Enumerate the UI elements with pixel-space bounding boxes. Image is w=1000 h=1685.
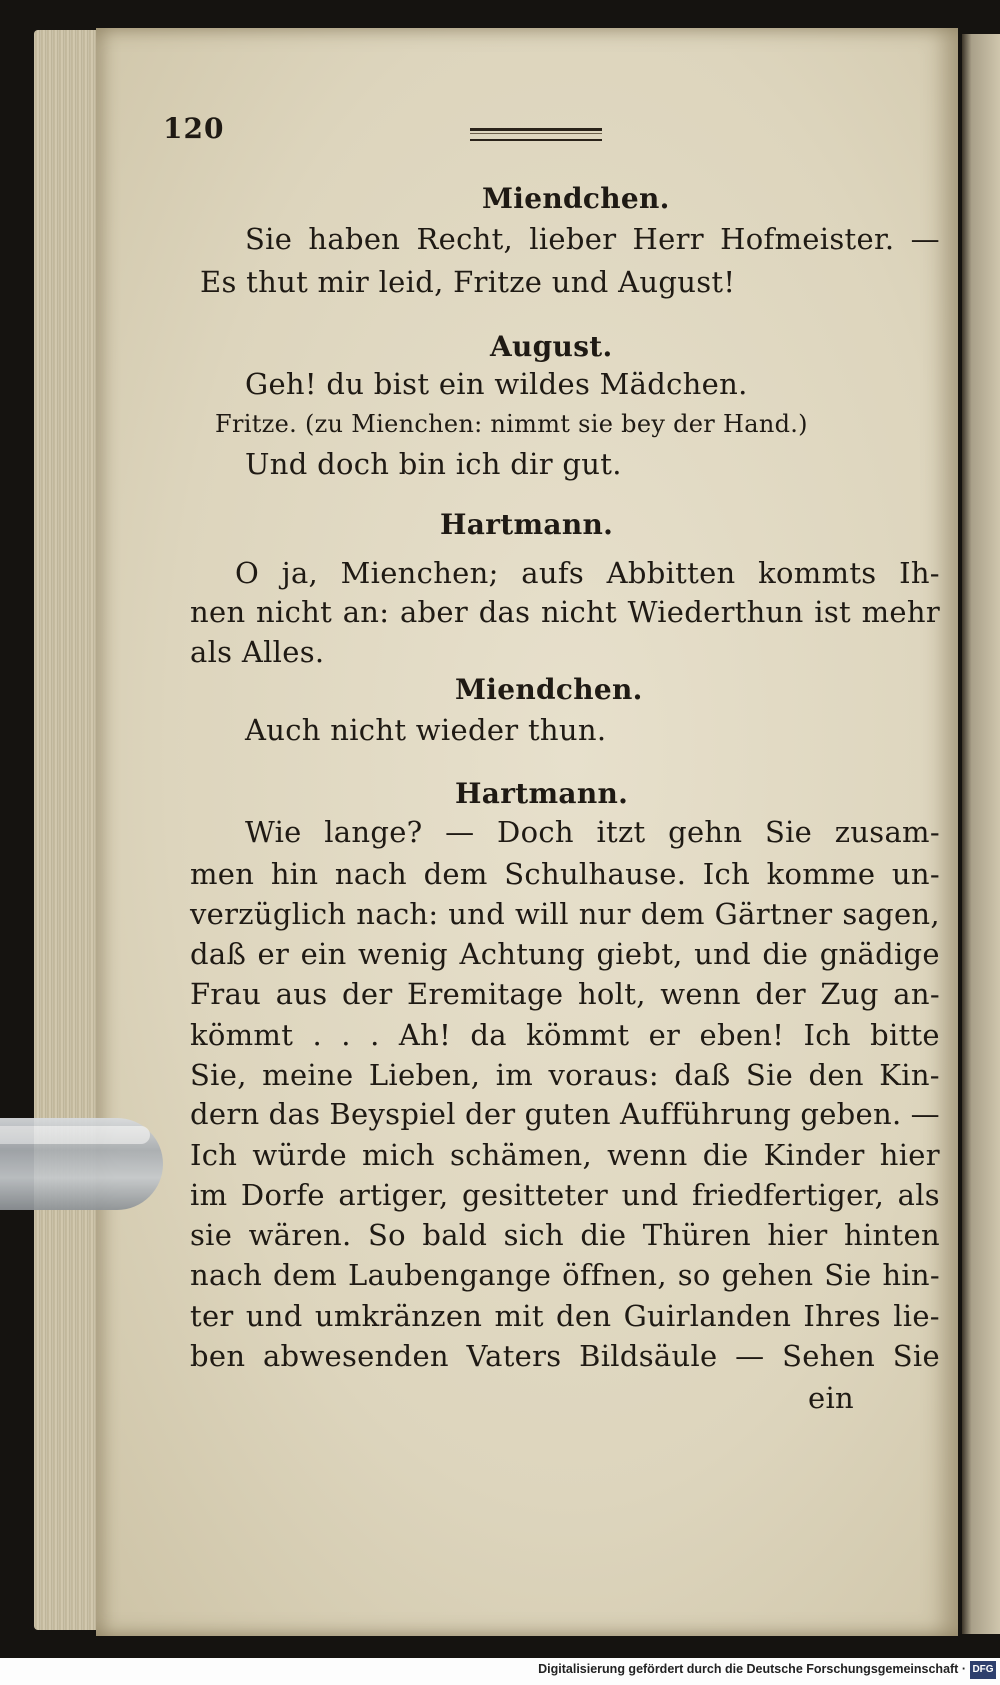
text-line — [190, 1258, 940, 1292]
word: Schulhause. — [504, 857, 687, 891]
word: im — [495, 1058, 534, 1092]
word: würde — [252, 1138, 347, 1172]
word: nach — [334, 857, 407, 891]
word: gehn — [668, 815, 743, 849]
word: Laubengange — [348, 1258, 552, 1292]
word: wenn — [660, 977, 741, 1011]
word: mich — [362, 1138, 435, 1172]
word: nach — [190, 1258, 263, 1292]
speaker-name: August. — [490, 330, 613, 363]
word: verzüglich — [190, 897, 347, 931]
word: . — [341, 1018, 351, 1052]
word: men — [190, 857, 255, 891]
word: holt, — [577, 977, 646, 1011]
text-line — [190, 1097, 940, 1131]
text-line — [190, 1178, 940, 1212]
speaker-name: Miendchen. — [482, 182, 670, 215]
text-line — [190, 897, 940, 931]
word: dern — [190, 1097, 260, 1131]
word: er — [257, 937, 290, 971]
word: hier — [879, 1138, 940, 1172]
word: hinten — [844, 1218, 940, 1252]
word: das — [268, 1097, 321, 1131]
dfg-logo: DFG — [970, 1661, 996, 1679]
speaker-name: Hartmann. — [455, 777, 629, 810]
book-page-edges — [34, 30, 104, 1630]
word: ja, — [281, 556, 319, 590]
word: Kin- — [879, 1058, 940, 1092]
word: Sehen — [782, 1339, 876, 1373]
word: hin- — [882, 1258, 940, 1292]
word: Sie — [824, 1258, 872, 1292]
word: schämen, — [449, 1138, 593, 1172]
word: komme — [766, 857, 876, 891]
word: dem — [423, 857, 488, 891]
text-line: Es thut mir leid, Fritze und August! — [200, 265, 736, 299]
word: Ihres — [803, 1299, 881, 1333]
facing-page-edge — [962, 34, 1000, 1634]
word: lie- — [893, 1299, 940, 1333]
word: aus — [275, 977, 328, 1011]
word: Ich — [702, 857, 751, 891]
word: und — [621, 1178, 679, 1212]
word: Herr — [632, 222, 704, 256]
word: sie — [190, 1218, 233, 1252]
word: aber — [399, 595, 469, 629]
word: lange? — [324, 815, 423, 849]
word: giebt, — [596, 937, 683, 971]
word: der — [464, 1097, 516, 1131]
word: geben. — [800, 1097, 902, 1131]
word: Doch — [497, 815, 574, 849]
word: friedfertiger, — [691, 1178, 885, 1212]
word: . — [312, 1018, 322, 1052]
word: Recht, — [416, 222, 514, 256]
word: den — [556, 1299, 612, 1333]
text-line — [235, 556, 940, 590]
word: als — [897, 1178, 940, 1212]
word: und — [694, 937, 751, 971]
word: eben! — [699, 1018, 785, 1052]
word: der — [755, 977, 806, 1011]
word: hier — [767, 1218, 828, 1252]
word: haben — [308, 222, 401, 256]
word: und — [245, 1299, 303, 1333]
word: guten — [524, 1097, 611, 1131]
text-line — [245, 222, 940, 256]
word: und — [448, 897, 506, 931]
word: an: — [342, 595, 390, 629]
word: ist — [814, 595, 851, 629]
word: wenig — [358, 937, 449, 971]
page-clip — [0, 1118, 163, 1210]
page-number: 120 — [163, 112, 225, 145]
word: nen — [190, 595, 246, 629]
word: kömmt — [190, 1018, 294, 1052]
word: Sie — [892, 1339, 940, 1373]
word: — — [735, 1339, 765, 1373]
word: nur — [578, 897, 631, 931]
text-line: Auch nicht wieder thun. — [245, 713, 607, 747]
word: die — [702, 1138, 749, 1172]
word: nicht — [540, 595, 617, 629]
word: Achtung — [459, 937, 586, 971]
word: Vaters — [466, 1339, 562, 1373]
word: Sie — [764, 815, 813, 849]
text-line — [190, 1058, 940, 1092]
word: kommts — [758, 556, 877, 590]
speaker-name: Hartmann. — [440, 508, 614, 541]
word: Zug — [820, 977, 879, 1011]
word: — — [445, 815, 475, 849]
word: voraus: — [548, 1058, 659, 1092]
word: Sie, — [190, 1058, 247, 1092]
word: Kinder — [763, 1138, 865, 1172]
word: Hofmeister. — [720, 222, 895, 256]
text-line — [190, 1018, 940, 1052]
text-line: Und doch bin ich dir gut. — [245, 447, 622, 481]
word: meine — [262, 1058, 354, 1092]
word: gesitteter — [462, 1178, 609, 1212]
text-line — [190, 1339, 940, 1373]
word: den — [808, 1058, 864, 1092]
word: an- — [893, 977, 940, 1011]
word: nach: — [356, 897, 439, 931]
word: mehr — [861, 595, 940, 629]
word: un- — [891, 857, 940, 891]
word: daß — [190, 937, 247, 971]
text-line — [190, 1218, 940, 1252]
word: das — [478, 595, 531, 629]
word: dem — [640, 897, 705, 931]
word: gehen — [721, 1258, 814, 1292]
word: ein — [300, 937, 347, 971]
word: abwesenden — [262, 1339, 449, 1373]
word: bitte — [870, 1018, 940, 1052]
word: Mienchen; — [340, 556, 499, 590]
word: . — [370, 1018, 380, 1052]
word: Aufführung — [619, 1097, 792, 1131]
word: aufs — [521, 556, 585, 590]
word: Dorfe — [240, 1178, 325, 1212]
word: da — [470, 1018, 507, 1052]
word: itzt — [596, 815, 646, 849]
word: Ah! — [398, 1018, 452, 1052]
word: — — [910, 222, 940, 256]
catchword: ein — [808, 1381, 855, 1415]
word: so — [677, 1258, 711, 1292]
word: sagen, — [842, 897, 940, 931]
word: — — [910, 1097, 940, 1131]
word: Bildsäule — [579, 1339, 718, 1373]
word: gnädige — [819, 937, 940, 971]
word: die — [762, 937, 809, 971]
word: sich — [503, 1218, 564, 1252]
word: mit — [494, 1299, 544, 1333]
word: ter — [190, 1299, 234, 1333]
header-rule — [470, 128, 602, 141]
word: Abbitten — [606, 556, 736, 590]
word: der — [342, 977, 393, 1011]
text-line: Fritze. (zu Mienchen: nimmt sie bey der Hand.) — [215, 410, 808, 438]
word: umkränzen — [314, 1299, 483, 1333]
word: Ich — [803, 1018, 851, 1052]
word: zusam- — [834, 815, 940, 849]
word: O — [235, 556, 260, 590]
word: Wie — [245, 815, 302, 849]
text-line: als Alles. — [190, 635, 325, 669]
word: nicht — [256, 595, 333, 629]
word: kömmt — [526, 1018, 630, 1052]
word: er — [648, 1018, 681, 1052]
word: daß — [674, 1058, 731, 1092]
word: wären. — [248, 1218, 352, 1252]
word: Ih- — [899, 556, 940, 590]
word: artiger, — [338, 1178, 449, 1212]
word: Frau — [190, 977, 262, 1011]
word: öffnen, — [562, 1258, 667, 1292]
speaker-name: Miendchen. — [455, 673, 643, 706]
text-line — [190, 1299, 940, 1333]
word: Beyspiel — [329, 1097, 456, 1131]
word: So — [367, 1218, 406, 1252]
word: Gärtner — [714, 897, 833, 931]
word: bald — [422, 1218, 488, 1252]
word: Wiederthun — [627, 595, 804, 629]
text-line — [190, 595, 940, 629]
word: hin — [270, 857, 319, 891]
word: Sie — [745, 1058, 794, 1092]
text-line — [190, 857, 940, 891]
word: wenn — [607, 1138, 688, 1172]
word: Thüren — [642, 1218, 751, 1252]
footer-bar — [0, 1658, 1000, 1685]
word: Guirlanden — [623, 1299, 792, 1333]
text-line — [190, 937, 940, 971]
text-line — [245, 815, 940, 849]
footer-credit: Digitalisierung gefördert durch die Deutsche Forschungsgemeinschaft · — [538, 1662, 966, 1676]
word: Lieben, — [368, 1058, 481, 1092]
word: Ich — [190, 1138, 238, 1172]
word: will — [514, 897, 569, 931]
word: ben — [190, 1339, 246, 1373]
text-line: Geh! du bist ein wildes Mädchen. — [245, 367, 748, 401]
word: Sie — [245, 222, 293, 256]
word: lieber — [529, 222, 617, 256]
word: dem — [272, 1258, 338, 1292]
text-line — [190, 1138, 940, 1172]
text-line — [190, 977, 940, 1011]
word: die — [580, 1218, 627, 1252]
word: im — [190, 1178, 228, 1212]
word: Eremitage — [407, 977, 564, 1011]
